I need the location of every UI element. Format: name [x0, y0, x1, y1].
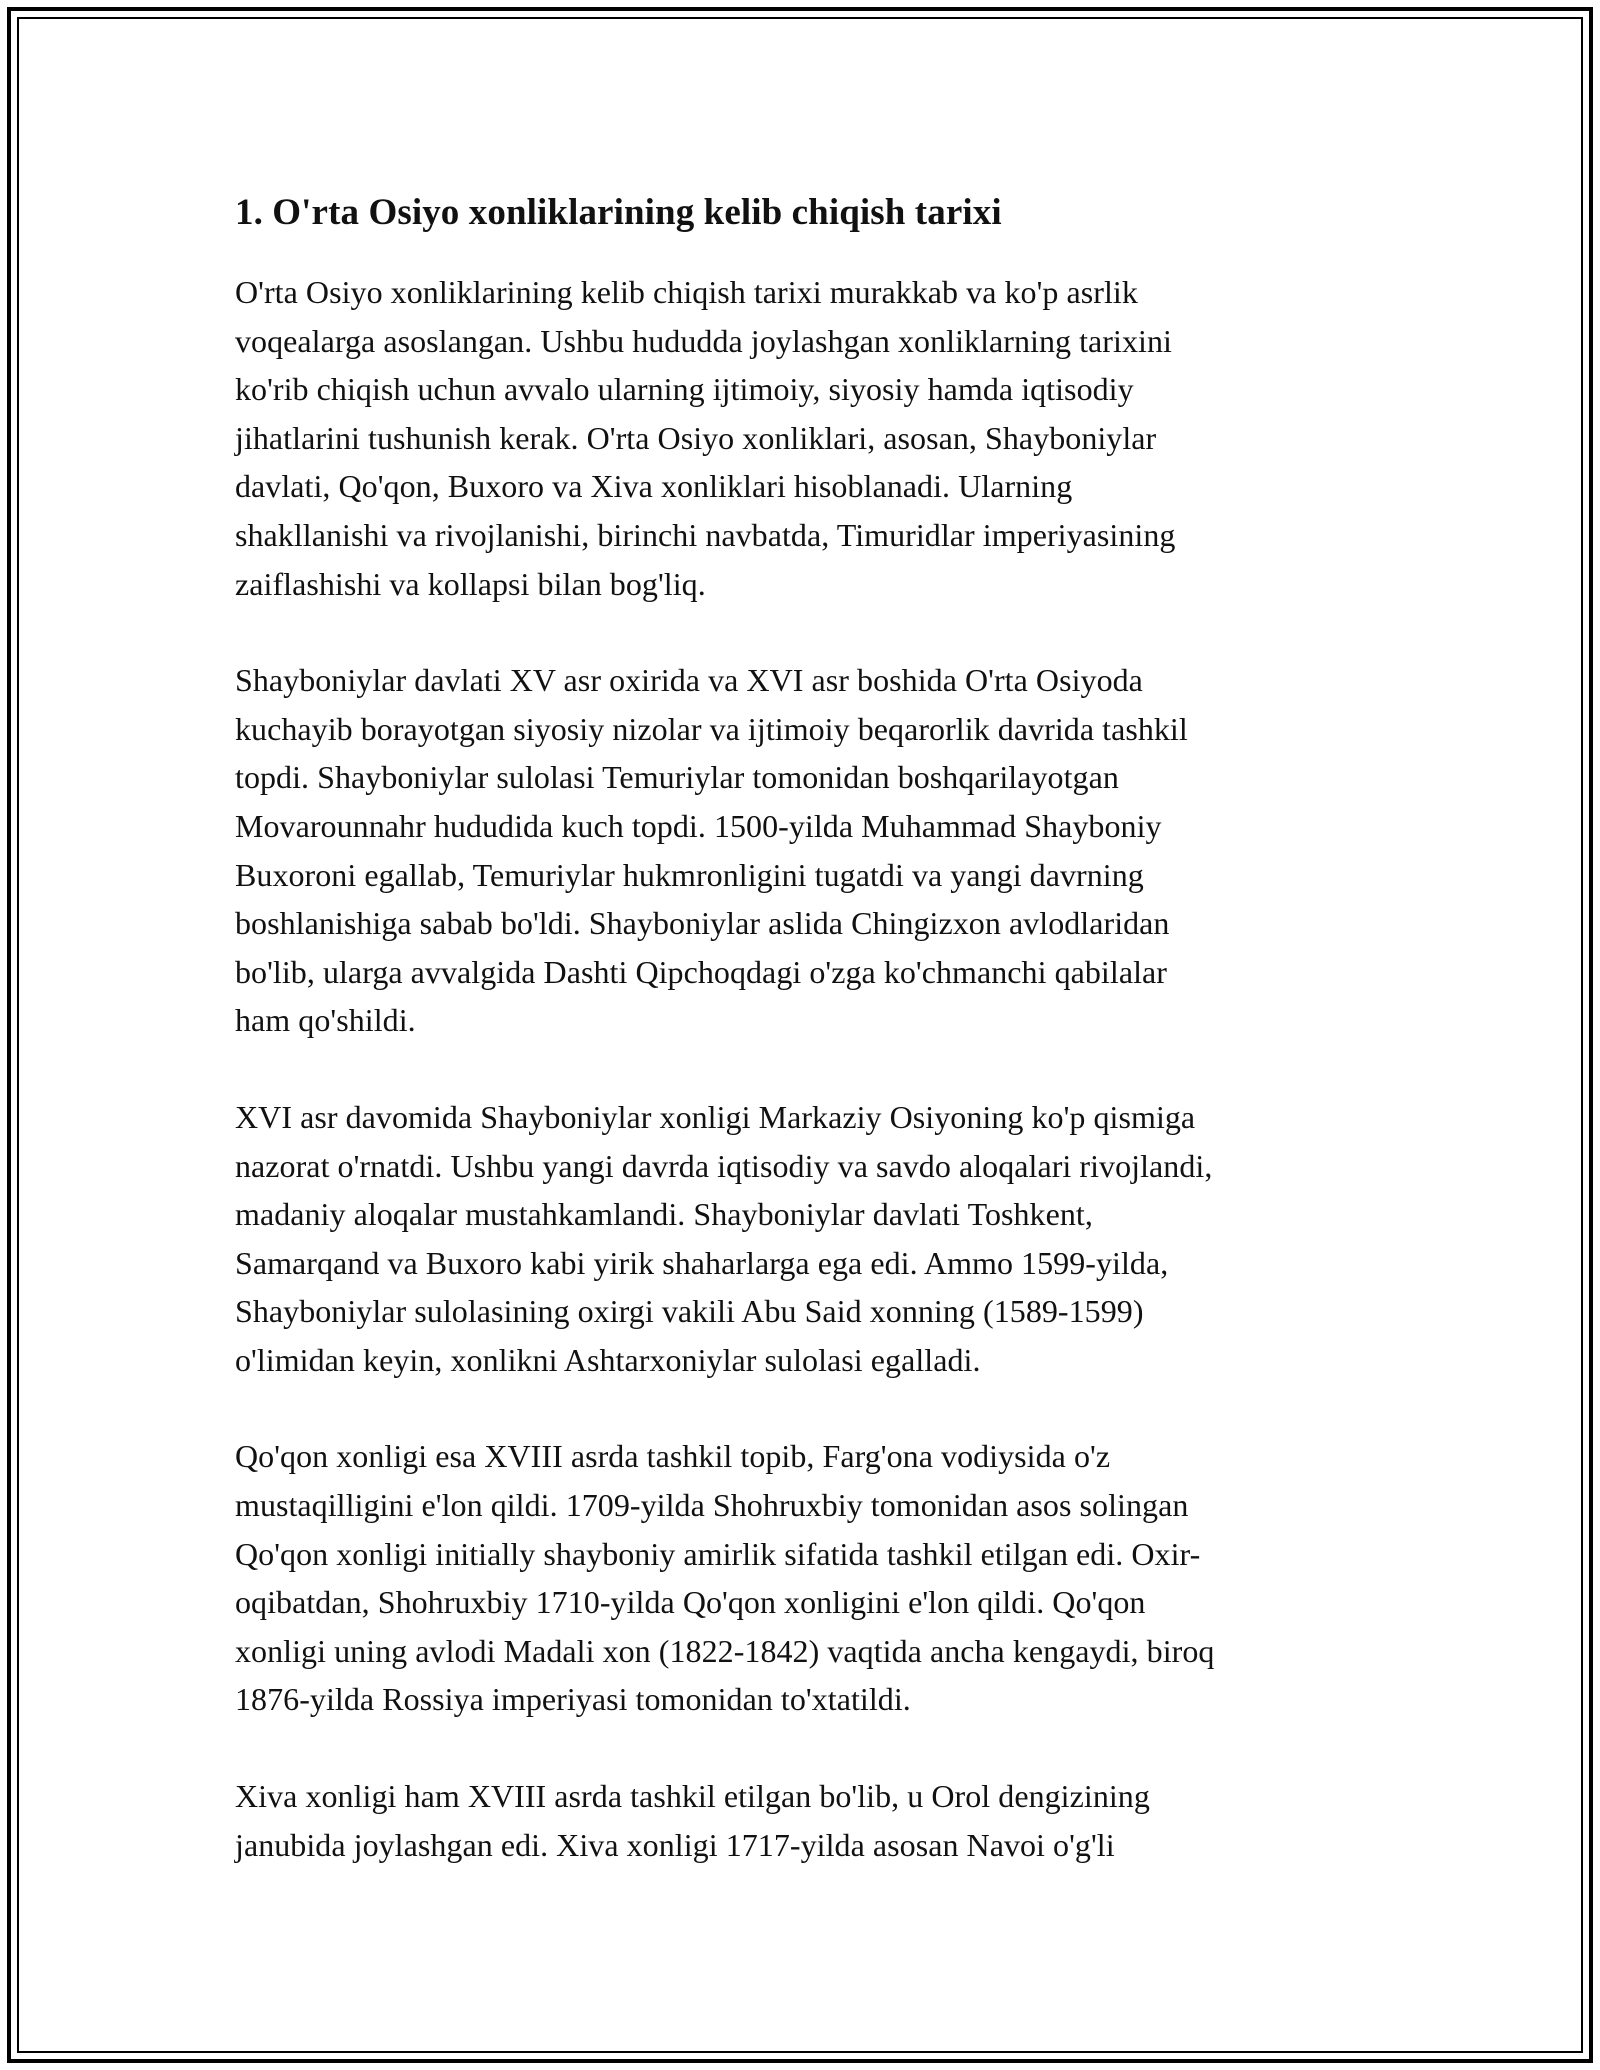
- paragraph-line: topdi. Shayboniylar sulolasi Temuriylar tomonidan boshqarilayotgan: [235, 759, 1119, 796]
- paragraph-line: davlati, Qo'qon, Buxoro va Xiva xonliklari hisoblanadi. Ularning: [235, 468, 1073, 505]
- paragraph-line: kuchayib borayotgan siyosiy nizolar va ijtimoiy beqarorlik davrida tashkil: [235, 710, 1188, 747]
- paragraph-line: madaniy aloqalar mustahkamlandi. Shayboniylar davlati Toshkent,: [235, 1196, 1093, 1233]
- paragraph-line: ham qo'shildi.: [235, 1002, 416, 1039]
- document-body: [235, 186, 1360, 1917]
- paragraph-line: Qo'qon xonligi initially shayboniy amirlik sifatida tashkil etilgan edi. Oxir-: [235, 1535, 1201, 1572]
- paragraph-line: boshlanishiga sabab bo'ldi. Shayboniylar aslida Chingizxon avlodlaridan: [235, 905, 1170, 942]
- paragraph-line: bo'lib, ularga avvalgida Dashti Qipchoqdagi o'zga ko'chmanchi qabilalar: [235, 953, 1167, 990]
- paragraph-line: nazorat o'rnatdi. Ushbu yangi davrda iqtisodiy va savdo aloqalari rivojlandi,: [235, 1147, 1213, 1184]
- paragraph-line: voqealarga asoslangan. Ushbu hududda joylashgan xonliklarning tarixini: [235, 322, 1172, 359]
- paragraph-line: Qo'qon xonligi esa XVIII asrda tashkil topib, Farg'ona vodiysida o'z: [235, 1438, 1111, 1475]
- paragraph-line: Buxoroni egallab, Temuriylar hukmronligini tugatdi va yangi davrning: [235, 856, 1144, 893]
- paragraph-line: mustaqilligini e'lon qildi. 1709-yilda Shohruxbiy tomonidan asos solingan: [235, 1487, 1189, 1524]
- paragraph-line: XVI asr davomida Shayboniylar xonligi Markaziy Osiyoning ko'p qismiga: [235, 1098, 1196, 1135]
- paragraph-line: Samarqand va Buxoro kabi yirik shaharlarga ega edi. Ammo 1599-yilda,: [235, 1244, 1169, 1281]
- paragraph-line: Movarounnahr hududida kuch topdi. 1500-yilda Muhammad Shayboniy: [235, 807, 1162, 844]
- paragraph: [235, 268, 1360, 608]
- paragraph-line: jihatlarini tushunish kerak. O'rta Osiyo xonliklari, asosan, Shayboniylar: [235, 419, 1157, 456]
- paragraph-line: xonligi uning avlodi Madali xon (1822-1842) vaqtida ancha kengaydi, biroq: [235, 1632, 1215, 1669]
- paragraph: [235, 1432, 1360, 1724]
- paragraph-line: zaiflashishi va kollapsi bilan bog'liq.: [235, 565, 706, 602]
- paragraph-line: 1876-yilda Rossiya imperiyasi tomonidan to'xtatildi.: [235, 1681, 911, 1718]
- paragraph: [235, 1093, 1360, 1385]
- paragraph-line: janubida joylashgan edi. Xiva xonligi 1717-yilda asosan Navoi o'g'li: [235, 1826, 1115, 1863]
- paragraph-line: ko'rib chiqish uchun avvalo ularning ijtimoiy, siyosiy hamda iqtisodiy: [235, 371, 1134, 408]
- paragraph-list: [235, 268, 1360, 1869]
- paragraph-line: oqibatdan, Shohruxbiy 1710-yilda Qo'qon xonligini e'lon qildi. Qo'qon: [235, 1584, 1146, 1621]
- paragraph-line: O'rta Osiyo xonliklarining kelib chiqish tarixi murakkab va ko'p asrlik: [235, 274, 1138, 310]
- paragraph: [235, 656, 1360, 1045]
- paragraph-line: Shayboniylar davlati XV asr oxirida va XVI asr boshida O'rta Osiyoda: [235, 662, 1143, 699]
- section-heading: 1. O'rta Osiyo xonliklarining kelib chiqish tarixi: [235, 192, 1002, 233]
- paragraph: [235, 1772, 1360, 1869]
- paragraph-line: shakllanishi va rivojlanishi, birinchi navbatda, Timuridlar imperiyasining: [235, 516, 1176, 553]
- paragraph-line: Xiva xonligi ham XVIII asrda tashkil etilgan bo'lib, u Orol dengizining: [235, 1778, 1150, 1815]
- paragraph-line: Shayboniylar sulolasining oxirgi vakili Abu Said xonning (1589-1599): [235, 1293, 1144, 1330]
- paragraph-line: o'limidan keyin, xonlikni Ashtarxoniylar sulolasi egalladi.: [235, 1341, 981, 1378]
